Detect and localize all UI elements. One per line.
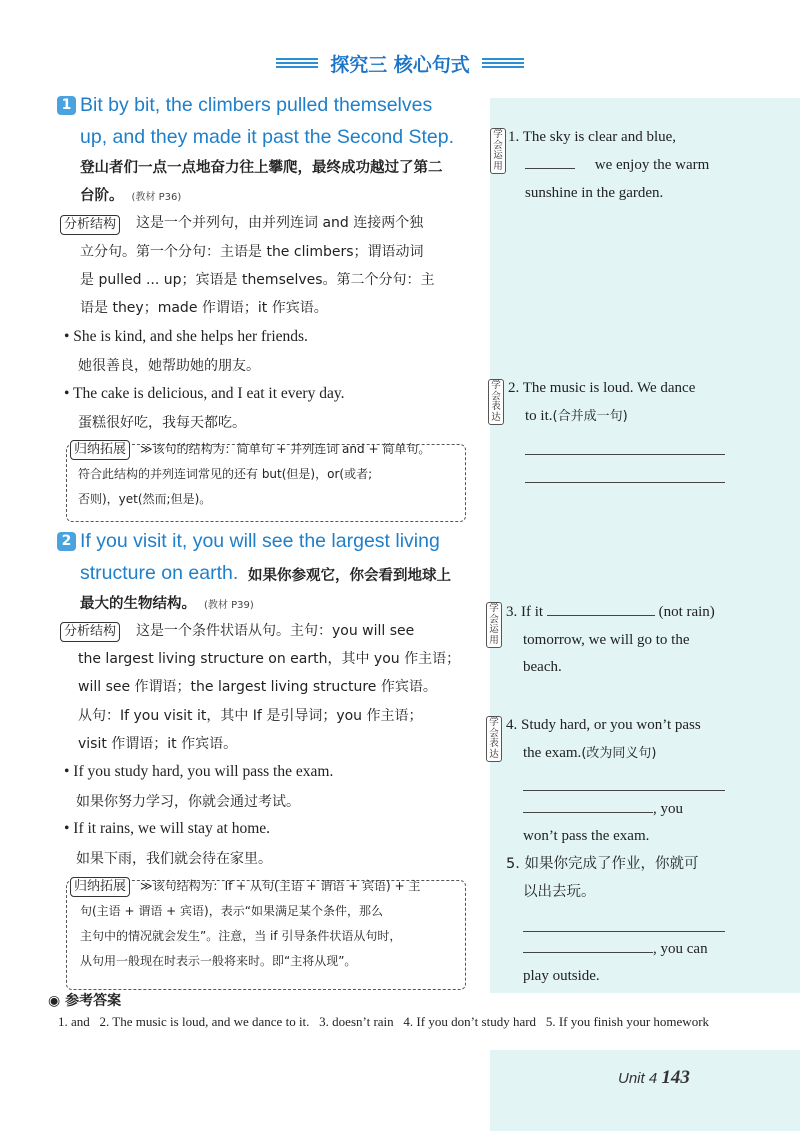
exercise-text: Study hard, or you won’t pass — [521, 717, 701, 733]
answer-item: 2. The music is loud, and we dance to it. — [99, 1014, 310, 1029]
exercise-text: tomorrow, we will go to the — [523, 632, 690, 648]
key-translation — [80, 592, 254, 613]
answers-heading — [48, 990, 121, 1010]
example-translation: 她很善良，她帮助她的朋友。 — [78, 358, 260, 374]
exercise-text: beach. — [523, 659, 562, 675]
answer-item: 4. If you don’t study hard — [403, 1014, 537, 1029]
exercise-number: 4. — [506, 717, 518, 733]
exercise-5-line3 — [523, 936, 708, 964]
exercise-4-line3 — [523, 796, 683, 824]
answer-line[interactable] — [525, 482, 725, 483]
key-sentence-line: If you visit it, you will see the largest living — [80, 530, 440, 552]
exercise-number: 1. — [508, 129, 520, 145]
title-text: 探究三 核心句式 — [330, 54, 470, 76]
analysis-line: visit 作谓语；it 作宾语。 — [78, 736, 238, 752]
answer-item: homework — [653, 1014, 710, 1029]
footer-band — [490, 1050, 800, 1131]
answer-item: 1. and — [58, 1014, 90, 1029]
exercise-number: 3. — [506, 604, 518, 620]
exercise-tag: 学会运用 — [490, 128, 506, 174]
item-number-badge: 1 — [57, 96, 76, 115]
exercise-text: The music is loud. We dance — [522, 380, 696, 396]
answer-line[interactable] — [525, 454, 725, 455]
example-translation: 如果你努力学习，你就会通过考试。 — [76, 794, 300, 810]
textbook-source: (教材 P39) — [204, 600, 254, 611]
example-sentence: • If you study hard, you will pass the exam. — [64, 763, 334, 780]
summary-line: 主句中的情况就会发生”。注意，当 if 引导条件状语从句时， — [80, 929, 402, 943]
summary-line: ≫该句结构为：If + 从句(主语 + 谓语 + 宾语) + 主 — [140, 879, 421, 893]
exercise-text: (not rain) — [658, 604, 715, 620]
exercise-1-line2 — [525, 152, 709, 180]
bullet-icon: ◉ — [48, 993, 61, 1009]
exercise-text: the exam. — [523, 745, 582, 761]
exercise-4 — [506, 712, 701, 740]
exercise-hint: (合并成一句) — [552, 409, 628, 424]
analysis-line: 从句：If you visit it，其中 If 是引导词；you 作主语； — [78, 708, 423, 724]
key-translation: 如果你参观它，你会看到地球上 — [248, 568, 451, 584]
summary-line: 符合此结构的并列连词常见的还有 but(但是)，or(或者; — [78, 467, 373, 481]
analysis-line: 立分句。第一个分句：主语是 the climbers；谓语动词 — [80, 244, 424, 260]
exercise-number: 2. — [508, 380, 520, 396]
key-sentence-line: Bit by bit, the climbers pulled themselves — [80, 94, 433, 116]
exercise-tag: 学会表达 — [486, 716, 502, 762]
page-number: 143 — [661, 1067, 690, 1088]
summary-label: 归纳拓展 — [70, 877, 130, 897]
key-sentence-line: structure on earth. — [80, 562, 239, 584]
analysis-line: will see 作谓语；the largest living structure 作宾语。 — [78, 679, 437, 695]
exercise-hint: (改为同义句) — [581, 746, 657, 761]
analysis-label: 分析结构 — [60, 215, 120, 235]
key-translation: 登山者们一点一点地奋力往上攀爬，最终成功越过了第二 — [80, 160, 443, 176]
exercise-text: sunshine in the garden. — [525, 185, 664, 201]
exercise-text: we enjoy the warm — [594, 157, 710, 173]
exercise-text: The sky is clear and blue, — [522, 129, 677, 145]
answer-item: 5. If you finish your — [545, 1014, 651, 1029]
translation-text: 最大的生物结构。 — [80, 596, 196, 612]
exercise-text: , you can — [653, 941, 708, 957]
key-sentence-line: up, and they made it past the Second Step. — [80, 126, 455, 148]
analysis-label: 分析结构 — [60, 622, 120, 642]
key-translation — [80, 184, 181, 205]
summary-line: 从句用一般现在时表示一般将来时。即“主将从现”。 — [80, 954, 357, 968]
summary-line: 否则)，yet(然而;但是)。 — [78, 492, 212, 506]
exercise-text: to it. — [525, 408, 553, 424]
analysis-line: the largest living structure on earth，其中 you 作主语； — [78, 651, 461, 667]
section-title — [0, 50, 800, 77]
answer-blank[interactable] — [547, 601, 655, 616]
page-footer — [618, 1067, 690, 1089]
exercise-1 — [508, 124, 676, 152]
answer-blank[interactable] — [523, 798, 653, 813]
exercise-text: , you — [653, 801, 683, 817]
example-sentence: • If it rains, we will stay at home. — [64, 820, 271, 837]
item-number-badge: 2 — [57, 532, 76, 551]
exercise-2 — [508, 375, 695, 403]
exercise-text: play outside. — [523, 968, 600, 984]
summary-line: 句(主语 + 谓语 + 宾语)，表示“如果满足某个条件，那么 — [80, 904, 383, 918]
answer-blank[interactable] — [525, 154, 575, 169]
example-translation: 如果下雨，我们就会待在家里。 — [76, 851, 272, 867]
example-sentence: • The cake is delicious, and I eat it every day. — [64, 385, 345, 402]
analysis-line: 是 pulled ... up；宾语是 themselves。第二个分句：主 — [80, 272, 435, 288]
summary-label: 归纳拓展 — [70, 440, 130, 460]
analysis-line: 这是一个条件状语从句。主句：you will see — [136, 623, 415, 639]
exercise-text: If it — [521, 604, 544, 620]
exercise-text: 如果你完成了作业，你就可 — [524, 856, 699, 872]
textbook-source: (教材 P36) — [131, 192, 182, 203]
exercise-4-line2 — [523, 740, 656, 768]
analysis-line: 语是 they；made 作谓语；it 作宾语。 — [80, 300, 328, 316]
example-translation: 蛋糕很好吃，我每天都吃。 — [78, 415, 246, 431]
exercise-tag: 学会表达 — [488, 379, 504, 425]
translation-text: 台阶。 — [80, 188, 124, 204]
answer-blank[interactable] — [523, 938, 653, 953]
exercise-text: 以出去玩。 — [523, 884, 596, 900]
answers-text — [58, 1012, 758, 1031]
title-right-lines — [482, 58, 524, 70]
answers-heading-text: 参考答案 — [65, 993, 122, 1009]
unit-label: Unit 4 — [618, 1070, 658, 1087]
exercise-text: won’t pass the exam. — [523, 828, 650, 844]
example-sentence: • She is kind, and she helps her friends. — [64, 328, 308, 345]
exercise-tag: 学会运用 — [486, 602, 502, 648]
answer-item: 3. doesn’t rain — [319, 1014, 394, 1029]
exercise-number: 5. — [506, 856, 520, 872]
answer-line[interactable] — [523, 931, 725, 932]
summary-line: ≫该句的结构为：简单句 + 并列连词 and + 简单句。 — [140, 442, 431, 456]
exercise-5 — [506, 851, 698, 879]
answer-line[interactable] — [523, 790, 725, 791]
exercise-2-line2 — [525, 403, 628, 431]
analysis-line: 这是一个并列句，由并列连词 and 连接两个独 — [136, 215, 424, 231]
exercise-3 — [506, 599, 715, 627]
title-left-lines — [276, 58, 318, 70]
